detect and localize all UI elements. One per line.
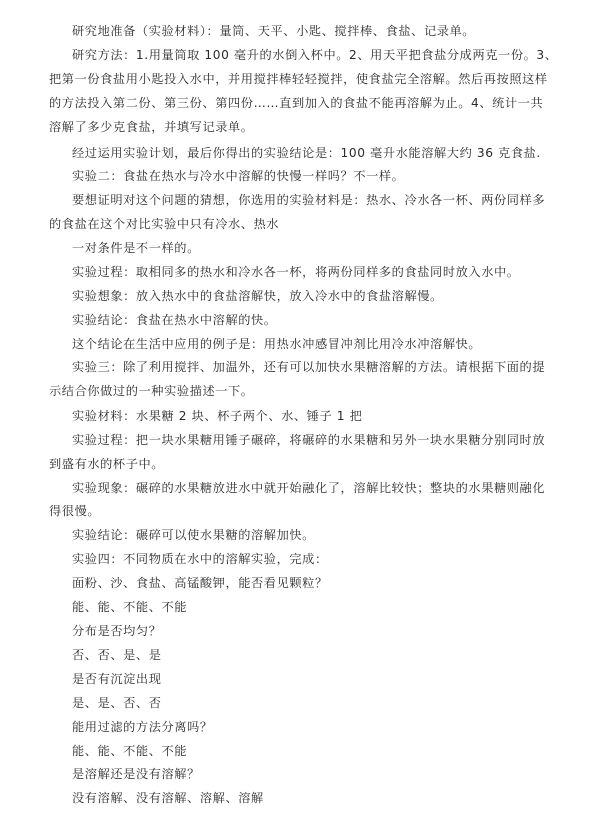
- text-line-30: 能用过滤的方法分离吗？: [72, 720, 213, 734]
- text-line-2: 研究方法：1.用量筒取 100 毫升的水倒入杯中。2、用天平把食盐分成两克一份。3、: [72, 48, 558, 62]
- text-line-10: 一对条件是不一样的。: [72, 241, 200, 255]
- text-line-11: 实验过程：取相同多的热水和冷水各一杯，将两份同样多的食盐同时放入水中。: [72, 265, 520, 279]
- text-line-12: 实验想象：放入热水中的食盐溶解快，放入冷水中的食盐溶解慢。: [72, 289, 443, 303]
- text-line-24: 面粉、沙、食盐、高锰酸钾，能否看见颗粒？: [72, 576, 328, 590]
- text-line-6: 经过运用实验计划，最后你得出的实验结论是：100 毫升水能溶解大约 36 克食盐.: [72, 146, 541, 160]
- text-line-25: 能、能、不能、不能: [72, 600, 188, 614]
- text-line-5: 溶解了多少克食盐，并填写记录单。: [49, 120, 254, 134]
- text-line-8: 要想证明对这个问题的猜想，你选用的实验材料是：热水、冷水各一杯、两份同样多: [72, 193, 546, 207]
- text-line-15: 实验三：除了利用搅拌、加温外，还有可以加快水果糖溶解的方法。请根据下面的提: [72, 360, 546, 374]
- text-line-16: 示结合你做过的一种实验描述一下。: [49, 384, 254, 398]
- text-line-7: 实验二：食盐在热水与冷水中溶解的快慢一样吗？不一样。: [72, 169, 405, 183]
- text-line-27: 否、否、是、是: [72, 648, 162, 662]
- text-line-29: 是、是、否、否: [72, 696, 162, 710]
- text-line-9: 的食盐在这个对比实验中只有冷水、热水: [49, 217, 280, 231]
- text-line-18: 实验过程：把一块水果糖用锤子碾碎，将碾碎的水果糖和另外一块水果糖分别同时放: [72, 433, 546, 447]
- text-line-4: 的方法投入第二份、第三份、第四份……直到加入的食盐不能再溶解为止。4、统计一共: [49, 96, 544, 110]
- text-line-1: 研究地准备（实验材料）：量筒、天平、小匙、搅拌棒、食盐、记录单。: [72, 24, 476, 38]
- text-line-28: 是否有沉淀出现: [72, 672, 162, 686]
- text-line-33: 没有溶解、没有溶解、溶解、溶解: [72, 791, 264, 805]
- text-line-14: 这个结论在生活中应用的例子是：用热水冲感冒冲剂比用冷水冲溶解快。: [72, 337, 482, 351]
- text-line-26: 分布是否均匀？: [72, 624, 162, 638]
- text-line-3: 把第一份食盐用小匙投入水中，并用搅拌棒轻轻搅拌，使食盐完全溶解。然后再按照这样: [49, 72, 548, 86]
- text-line-19: 到盛有水的杯子中。: [49, 457, 165, 471]
- text-line-20: 实验现象：碾碎的水果糖放进水中就开始融化了，溶解比较快；整块的水果糖则融化: [72, 481, 546, 495]
- text-line-31: 能、能、不能、不能: [72, 744, 188, 758]
- text-line-23: 实验四：不同物质在水中的溶解实验，完成：: [72, 552, 328, 566]
- text-line-13: 实验结论：食盐在热水中溶解的快。: [72, 313, 277, 327]
- text-line-22: 实验结论：碾碎可以使水果糖的溶解加快。: [72, 528, 315, 542]
- text-line-17: 实验材料：水果糖 2 块、杯子两个、水、锤子 1 把: [72, 409, 363, 423]
- text-line-21: 得很慢。: [49, 504, 101, 518]
- text-line-32: 是溶解还是没有溶解？: [72, 767, 200, 781]
